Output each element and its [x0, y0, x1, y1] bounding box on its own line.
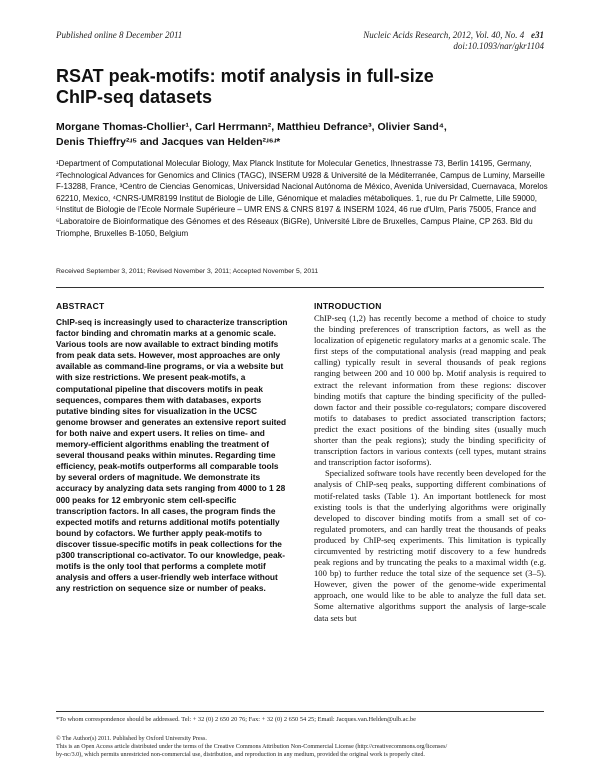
copyright-notice — [56, 735, 546, 760]
journal-name: Nucleic Acids Research, 2012, Vol. 40, No. 4 — [363, 30, 525, 40]
introduction-body — [314, 313, 546, 624]
intro-paragraph: Specialized software tools have recently been developed for the analysis of ChIP-seq peaks, supporting different combinations of motif-related tasks (Table 1). An important bottleneck for most existing tools is that the underlying algorithms were originally developed to discover binding motifs from a small set of co-regulated promoters, and can hardly treat the thousands of peaks produced by ChIP-seq experiments. This limitation is typically circumvented by restricting motif discovery to a few hundreds peak regions and by truncating the peaks to a maximal width (e.g. 100 bp) to further reduce the total size of the sequence set (3–5). However, given the power of the genome-wide experimental approach, one would like to be able to analyze the full data set. Some alternative algorithms support the analysis of large-scale data sets but — [314, 468, 546, 623]
abstract-heading: ABSTRACT — [56, 301, 105, 311]
title-line-1: RSAT peak-motifs: motif analysis in full-size — [56, 66, 434, 86]
correspondence-footnote: *To whom correspondence should be addressed. Tel: + 32 (0) 2 650 20 76; Fax: + 32 (0) 2 650 54 25; Email: Jacques.van.Helden@ulb.ac.be — [56, 716, 416, 723]
article-id: e31 — [531, 30, 544, 40]
authors-line-1: Morgane Thomas-Chollier¹, Carl Herrmann², Matthieu Defrance³, Olivier Sand⁴, — [56, 121, 447, 133]
abstract-text: ChIP-seq is increasingly used to characterize transcription factor binding and chromatin marks at a genomic scale. Various tools are now available to extract binding motifs from peak data sets. However, most approaches are only available as command-line programs, or via a website but with size restrictions. We present peak-motifs, a computational pipeline that discovers motifs in peak sequences, compares them with databases, exports putative binding sites for visualization in the UCSC genome browser and generates an extensive report suited for both naive and expert users. It relies on time- and memory-efficient algorithms enabling the treatment of several thousand peaks within minutes. Regarding time efficiency, peak-motifs outperforms all comparable tools by several orders of magnitude. We demonstrate its accuracy by analyzing data sets ranging from 4000 to 1 28 000 peaks for 12 embryonic stem cell-specific transcription factors. In all cases, the program finds the expected motifs and returns additional motifs potentially bound by cofactors. We further apply peak-motifs to discover tissue-specific motifs in peak collections for the p300 transcriptional co-activator. To our knowledge, peak-motifs is the only tool that performs a complete motif analysis and offers a user-friendly web interface without any restriction on sequence size or number of peaks. — [56, 317, 288, 594]
submission-dates: Received September 3, 2011; Revised November 3, 2011; Accepted November 5, 2011 — [56, 268, 319, 275]
introduction-heading: INTRODUCTION — [314, 301, 382, 311]
license-line: by-nc/3.0), which permits unrestricted non-commercial use, distribution, and reproduction in any medium, provided the original work is properly cited. — [56, 752, 425, 759]
affiliations: ¹Department of Computational Molecular Biology, Max Planck Institute for Molecular Genetics, Ihnestrasse 73, Berlin 14195, Germany, ²Technological Advances for Genomics and Clinics (TAGC), INSERM U928 & Université de la Méditerranée, Campus de Luminy, Marseille F-13288, France, ³Centro de Ciencias Genomicas, Universidad Nacional Autónoma de México, Avenida Universidad, Cuernavaca, Morelos 62210, Mexico, ⁴CNRS-UMR8199 Institut de Biologie de Lille, Génomique et maladies métaboliques. 1, rue du Pr Calmette, Lille 59000, ⁵Institut de Biologie de l'Ecole Normale Supérieure – UMR ENS & CNRS 8197 & INSERM 1024, 46 rue d'Ulm, Paris 75005, France and ⁶Laboratoire de Bioinformatique des Génomes et des Réseaux (BiGRe), Université Libre de Bruxelles, Campus Plaine, CP 263. Bld du Triomphe, Bruxelles B-1050, Belgium — [56, 159, 548, 238]
footnote-divider — [56, 711, 544, 712]
journal-citation — [363, 30, 544, 41]
authors-line-2: Denis Thieffry²ʴ⁵ and Jacques van Helden²ʴ⁶ʴ* — [56, 136, 281, 148]
intro-paragraph: ChIP-seq (1,2) has recently become a method of choice to study the binding preferences of transcription factors, as well as the localization of epigenetic regulatory marks at a genomic scale. The first steps of the computational analysis (read mapping and peak calling) typically result in several thousands of peak regions ranging between 200 and 10 000 bp. Motif analysis is required to extract the relevant information from these regions: discover binding motifs that capture the binding specificity of the pulled-down factor and their possible co-regulators; compare discovered motifs to databases to predict associated transcription factors; predict the exact positions of the binding sites (usually much shorter than the peak regions); study the binding specificity of transcription factors in various contexts (cell types, mutant strains and transcription factor isoforms). — [314, 313, 546, 468]
paper-title — [56, 66, 536, 108]
title-line-2: ChIP-seq datasets — [56, 87, 213, 107]
license-line: This is an Open Access article distributed under the terms of the Creative Commons Attribution Non-Commercial License (http://creativecommons.org/licenses/ — [56, 744, 448, 751]
journal-header — [363, 30, 544, 52]
doi[interactable]: doi:10.1093/nar/gkr1104 — [453, 41, 544, 51]
published-date: Published online 8 December 2011 — [56, 30, 183, 40]
header-divider — [56, 287, 544, 288]
author-list — [56, 120, 546, 150]
copyright-line: © The Author(s) 2011. Published by Oxford University Press. — [56, 736, 207, 742]
